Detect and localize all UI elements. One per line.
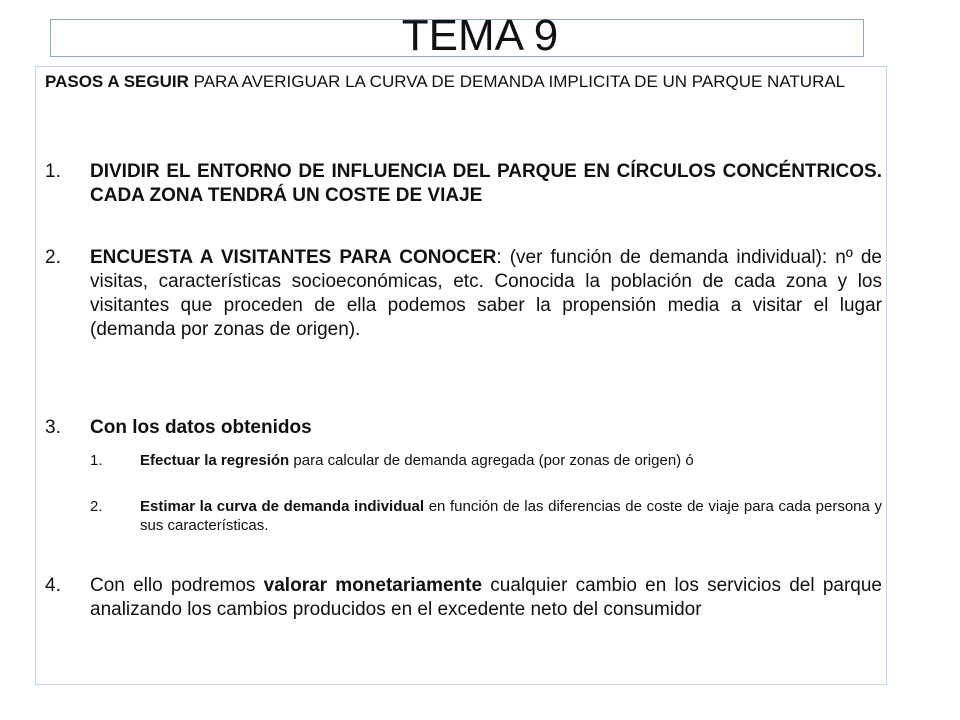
item-4-pre: Con ello podremos: [90, 575, 264, 596]
subitem-1-bold: Efectuar la regresión: [140, 452, 290, 469]
item-4-rest: cualquier cambio en los servicios del parque analizando los cambios producidos en el excedente neto del consumidor: [90, 575, 882, 620]
subitem-1-rest: para calcular de demanda agregada (por zonas de origen) ó: [289, 452, 694, 469]
item-2-number: 2.: [45, 247, 61, 268]
subitem-1-text: [140, 451, 882, 470]
slide-title: TEMA 9: [401, 11, 559, 60]
subitem-1-number: 1.: [90, 452, 103, 469]
item-4-text: [90, 574, 882, 622]
item-1-bold: DIVIDIR EL ENTORNO DE INFLUENCIA DEL PARQUE EN CÍRCULOS CONCÉNTRICOS. CADA ZONA TENDRÁ UN COSTE DE VIAJE: [90, 161, 882, 206]
item-2-text: [90, 246, 882, 342]
item-3-number: 3.: [45, 417, 61, 438]
item-3-text: [90, 416, 882, 440]
intro-paragraph: [45, 71, 881, 92]
subitem-2-bold: Estimar la curva de demanda individual: [140, 498, 425, 515]
item-4-number: 4.: [45, 575, 61, 596]
item-4-bold: valorar monetariamente: [263, 575, 483, 596]
intro-text: PARA AVERIGUAR LA CURVA DE DEMANDA IMPLICITA DE UN PARQUE NATURAL: [188, 72, 846, 91]
item-2-bold: ENCUESTA A VISITANTES PARA CONOCER: [90, 247, 497, 268]
item-1-number: 1.: [45, 161, 61, 182]
subitem-2-rest: en función de las diferencias de coste de viaje para cada persona y sus características.: [140, 498, 882, 534]
intro-bold: PASOS A SEGUIR: [45, 72, 189, 91]
subitem-2-number: 2.: [90, 498, 103, 515]
item-3-bold: Con los datos obtenidos: [90, 417, 312, 438]
item-2-rest: : (ver función de demanda individual): nº de visitas, características socioeconómicas, etc. Conocida la población de cada zona y los visitantes que proceden de ella podemos saber la propensión media a visitar el lugar (demanda por zonas de origen).: [90, 247, 883, 340]
item-1-text: [90, 160, 882, 208]
subitem-2-text: [140, 497, 882, 535]
